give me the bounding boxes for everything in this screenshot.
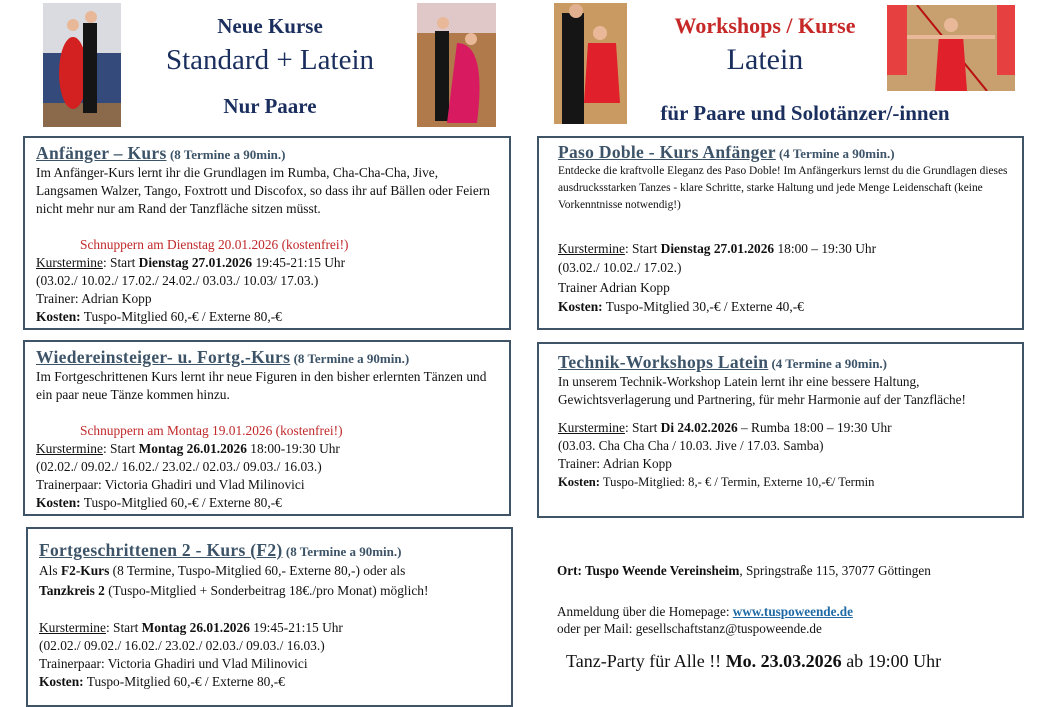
- course-title: Fortgeschrittenen 2 - Kurs (F2) (8 Termine a 90min.): [39, 540, 402, 560]
- course-trainer: Trainer: Adrian Kopp: [558, 456, 672, 471]
- course-title: Paso Doble - Kurs Anfänger (4 Termine a 90min.): [558, 142, 895, 162]
- course-title: Wiedereinsteiger- u. Fortg.-Kurs (8 Termine a 90min.): [36, 347, 410, 367]
- course-costs: Kosten: Tuspo-Mitglied 60,-€ / Externe 80,-€: [39, 674, 285, 689]
- course-schedule: Kurstermine: Start Montag 26.01.2026 19:45-21:15 Uhr: [39, 620, 343, 635]
- course-schedule: Kurstermine: Start Dienstag 27.01.2026 18:00 – 19:30 Uhr: [558, 241, 877, 256]
- latin-couple-red-dress-photo: [554, 3, 627, 124]
- party-announcement: Tanz-Party für Alle !! Mo. 23.03.2026 ab 19:00 Uhr: [566, 651, 942, 671]
- header-right-title: Latein: [726, 43, 804, 76]
- course-box-technik-workshops: [537, 342, 1024, 518]
- header-left-line3: Nur Paare: [223, 94, 317, 118]
- course-title: Technik-Workshops Latein (4 Termine a 90min.): [558, 352, 888, 372]
- course-costs: Kosten: Tuspo-Mitglied 60,-€ / Externe 80,-€: [36, 309, 282, 324]
- course-description: In unserem Technik-Workshop Latein lernt ihr eine bessere Haltung, Gewichtsverlagerung und Partnering, für mehr Harmonie auf der Tanzfläche!: [558, 374, 966, 407]
- course-schedule: Kurstermine: Start Di 24.02.2026 – Rumba 18:00 – 19:30 Uhr: [558, 420, 892, 435]
- course-description: Im Anfänger-Kurs lernt ihr die Grundlagen im Rumba, Cha-Cha-Cha, Jive, Langsamen Walzer, Tango, Foxtrott und Discofox, so dass ihr auf Bällen oder Feiern nicht mehr nur am Rand der Tanzfläche sitzen müsst.: [36, 165, 490, 216]
- header-right-line1: Workshops / Kurse: [674, 13, 856, 38]
- location-info: Ort: Tuspo Weende Vereinsheim, Springstraße 115, 37077 Göttingen: [557, 563, 931, 578]
- course-costs: Kosten: Tuspo-Mitglied 60,-€ / Externe 80,-€: [36, 495, 282, 510]
- course-description: Im Fortgeschrittenen Kurs lernt ihr neue Figuren in den bisher erlernten Tänzen und ein paar neue Tänze kommen hinzu.: [36, 369, 487, 402]
- course-box-wiedereinsteiger: [23, 340, 511, 516]
- course-dates: (03.02./ 10.02./ 17.02.): [558, 260, 682, 275]
- course-box-anfaenger: [23, 136, 511, 330]
- course-dates: (02.02./ 09.02./ 16.02./ 23.02./ 02.03./ 09.03./ 16.03.): [36, 459, 322, 474]
- standard-couple-pink-dress-photo: [417, 3, 496, 127]
- course-description: Entdecke die kraftvolle Eleganz des Paso Doble! Im Anfängerkurs lernst du die Grundlagen dieses ausdrucksstarken Tanzes - klare Schritte, starke Haltung und jede Menge Leidenschaft (keine Vorkenntnisse notwendig!): [558, 165, 1008, 211]
- course-dates: (03.03. Cha Cha Cha / 10.03. Jive / 17.03. Samba): [558, 438, 824, 453]
- registration-info: Anmeldung über die Homepage: www.tuspoweende.de oder per Mail: gesellschaftstanz@tuspoweende.de: [557, 604, 853, 636]
- course-schedule: Kurstermine: Start Dienstag 27.01.2026 19:45-21:15 Uhr: [36, 255, 346, 270]
- header-right-line3: für Paare und Solotänzer/-innen: [660, 101, 950, 125]
- course-dates: (02.02./ 09.02./ 16.02./ 23.02./ 02.03./ 09.03./ 16.03.): [39, 638, 325, 653]
- course-box-f2: [26, 527, 513, 707]
- schnupper-notice: Schnuppern am Montag 19.01.2026 (kostenfrei!): [80, 423, 343, 438]
- homepage-link[interactable]: www.tuspoweende.de: [732, 604, 853, 619]
- course-trainer: Trainerpaar: Victoria Ghadiri und Vlad Milinovici: [39, 656, 308, 671]
- course-description: Als F2-Kurs (8 Termine, Tuspo-Mitglied 60,- Externe 80,-) oder als Tanzkreis 2 (Tuspo-Mitglied + Sonderbeitrag 18€./pro Monat) möglich!: [39, 563, 429, 598]
- standard-couple-red-dress-photo: [43, 3, 121, 127]
- course-title: Anfänger – Kurs (8 Termine a 90min.): [36, 143, 286, 163]
- schnupper-notice: Schnuppern am Dienstag 20.01.2026 (kostenfrei!): [80, 237, 349, 252]
- course-costs: Kosten: Tuspo-Mitglied: 8,- € / Termin, Externe 10,-€/ Termin: [558, 475, 875, 489]
- course-schedule: Kurstermine: Start Montag 26.01.2026 18:00-19:30 Uhr: [36, 441, 340, 456]
- course-dates: (03.02./ 10.02./ 17.02./ 24.02./ 03.03./ 10.03/ 17.03.): [36, 273, 319, 288]
- course-costs: Kosten: Tuspo-Mitglied 30,-€ / Externe 40,-€: [558, 299, 804, 314]
- mail-info: oder per Mail: gesellschaftstanz@tuspoweende.de: [557, 621, 822, 636]
- header-left-line1: Neue Kurse: [217, 14, 323, 38]
- header-left-title: Standard + Latein: [165, 44, 374, 76]
- course-trainer: Trainer Adrian Kopp: [558, 280, 670, 295]
- course-trainer: Trainer: Adrian Kopp: [36, 291, 152, 306]
- course-box-paso-doble: [537, 136, 1024, 330]
- latin-solo-dancer-photo: [887, 5, 1015, 91]
- course-trainer: Trainerpaar: Victoria Ghadiri und Vlad Milinovici: [36, 477, 305, 492]
